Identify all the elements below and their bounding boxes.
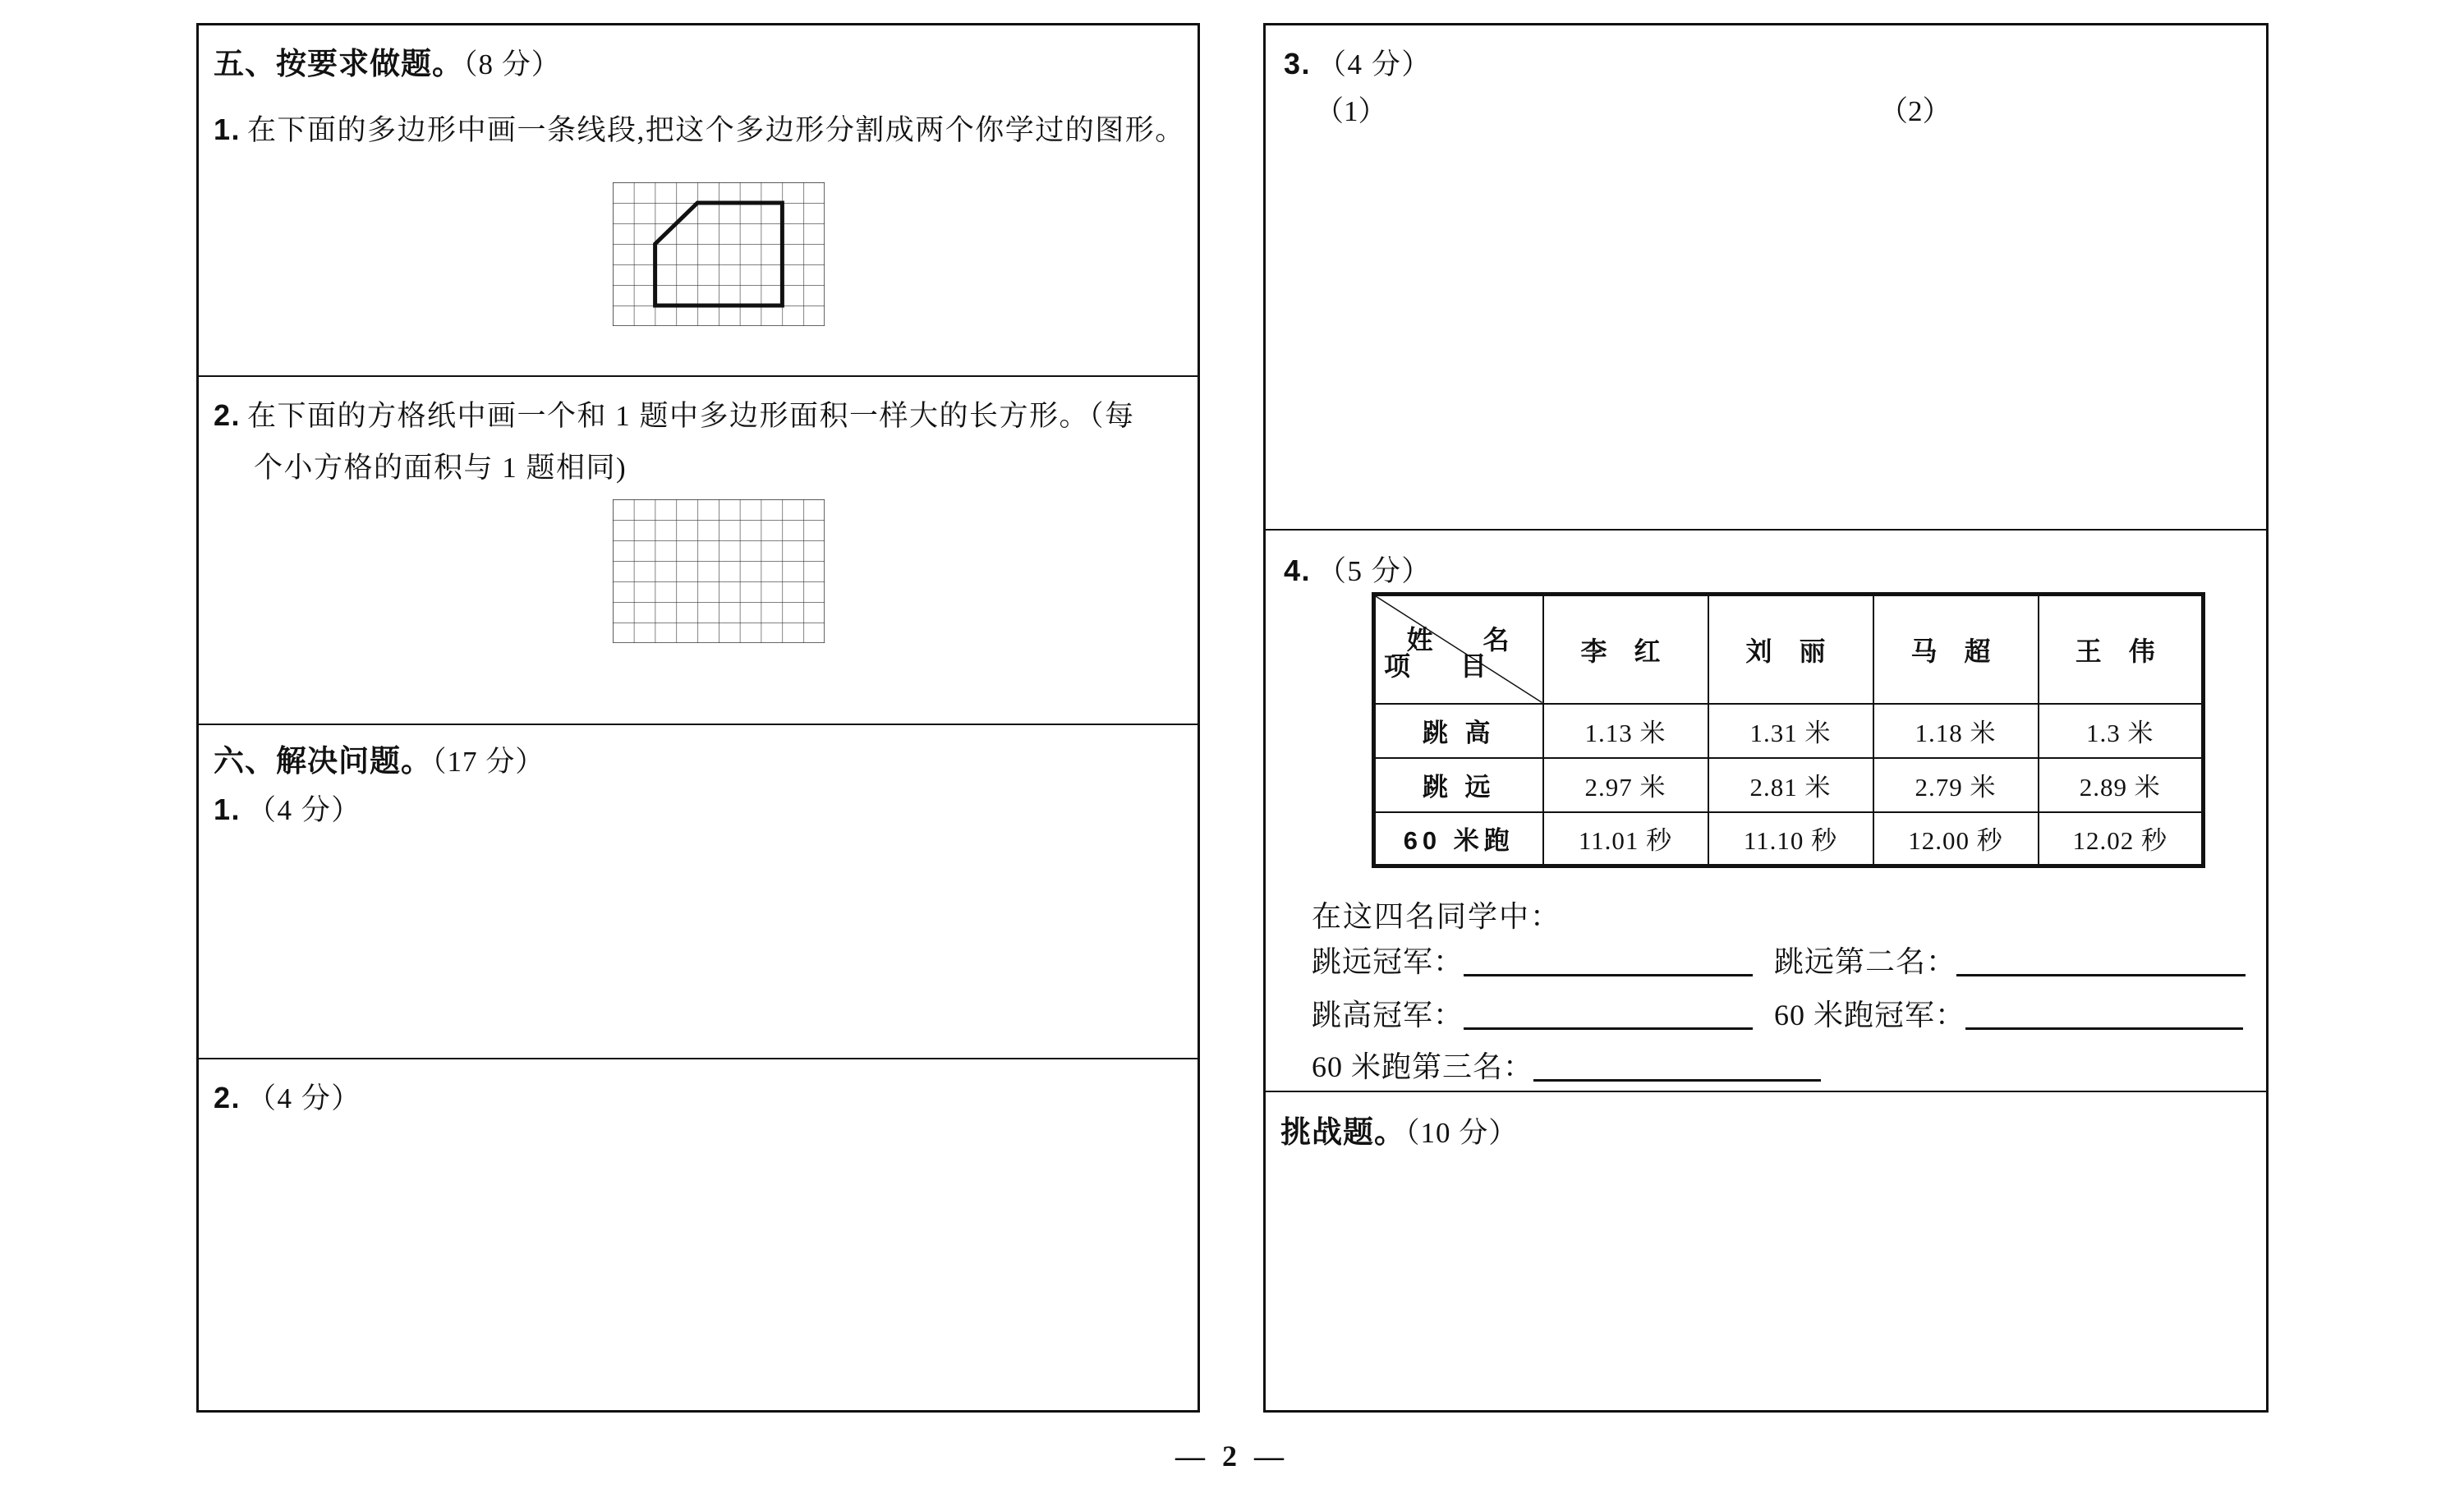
section5-title: 五、按要求做题。 [214,47,463,80]
table-cell: 12.02 秒 [2039,812,2204,866]
question-2-body-line1: 在下面的方格纸中画一个和 1 题中多边形面积一样大的长方形。（每 [247,400,1135,432]
table-cell: 11.10 秒 [1708,812,1873,866]
table-header-row [1374,595,2204,704]
table-cell: 1.3 米 [2039,704,2204,758]
row-label: 60 米跑 [1374,812,1543,866]
long-jump-champion-label: 跳远冠军： [1312,945,1464,978]
question-3-sub2: （2） [1879,95,1951,127]
blank-group [1774,992,2243,1034]
section5-heading [214,39,561,83]
column-header: 王 伟 [2039,595,2204,704]
corner-label-item: 项 目 [1384,650,1508,681]
long-jump-champion-blank [1464,944,1753,976]
question-3-sub1: （1） [1315,95,1387,127]
right-divider-2 [1266,1091,2266,1092]
table-cell: 11.01 秒 [1543,812,1708,866]
grid-2 [613,499,825,643]
run60-third-label: 60 米跑第三名： [1312,1050,1534,1083]
long-jump-second-blank [1956,944,2246,976]
question-4-number: 4. [1284,554,1312,587]
table-row [1374,704,2204,758]
question-3-score: （4 分） [1317,48,1432,80]
results-table [1372,592,2205,868]
polygon-grid-figure [613,182,825,326]
table-cell: 2.89 米 [2039,758,2204,812]
question-2-text-line1 [214,393,1135,434]
problem-2-label [214,1076,361,1117]
question-1-text [214,108,1185,149]
row-label: 跳 高 [1374,704,1543,758]
section5-score: （8 分） [463,48,561,80]
problem-1-label [214,788,361,829]
challenge-title: 挑战题。 [1280,1115,1405,1149]
table-intro-text: 在这四名同学中： [1312,900,1562,933]
question-3-number: 3. [1284,47,1312,80]
column-header: 李 红 [1543,595,1708,704]
empty-grid-figure [613,499,825,643]
right-divider-1 [1266,529,2266,531]
question-4-score: （5 分） [1317,555,1432,587]
challenge-score: （10 分） [1405,1117,1519,1149]
question-2-body-line2: 个小方格的面积与 1 题相同) [254,452,627,484]
problem-1-number: 1. [214,793,241,826]
high-jump-champion-label: 跳高冠军： [1312,999,1464,1031]
run60-champion-blank [1965,997,2243,1030]
run60-third-blank [1533,1049,1821,1082]
table-cell: 2.81 米 [1708,758,1873,812]
high-jump-champion-blank [1464,997,1753,1030]
question-1-body: 在下面的多边形中画一条线段,把这个多边形分割成两个你学过的图形。 [247,114,1185,146]
table-cell: 2.97 米 [1543,758,1708,812]
right-column-box [1263,23,2269,1413]
long-jump-second-label: 跳远第二名： [1774,945,1957,978]
left-divider-2 [199,724,1198,725]
blank-row-2 [1312,992,1966,1034]
problem-2-score: （4 分） [247,1082,361,1114]
section6-title: 六、解决问题。 [214,744,432,778]
blank-row-3 [1312,1044,1821,1086]
table-cell: 1.13 米 [1543,704,1708,758]
table-row [1374,812,2204,866]
page-number: — 2 — [1175,1440,1289,1473]
blank-group [1774,939,2246,981]
blank-row-1 [1312,939,1957,981]
row-label: 跳 远 [1374,758,1543,812]
left-column-box [196,23,1200,1413]
section6-heading [214,736,545,780]
table-row [1374,758,2204,812]
column-header: 刘 丽 [1708,595,1873,704]
question-3-label [1284,42,1432,83]
question-2-number: 2. [214,398,241,432]
table-cell: 1.31 米 [1708,704,1873,758]
corner-label-name: 姓 名 [1406,625,1531,655]
question-1-number: 1. [214,113,241,146]
problem-2-number: 2. [214,1081,241,1114]
problem-1-score: （4 分） [247,794,361,826]
column-header: 马 超 [1873,595,2039,704]
left-divider-3 [199,1058,1198,1059]
challenge-heading [1280,1107,1518,1151]
run60-champion-label: 60 米跑冠军： [1774,999,1966,1031]
question-4-label [1284,549,1432,590]
left-divider-1 [199,375,1198,377]
question-2-text-line2 [254,445,627,486]
table-cell: 2.79 米 [1873,758,2039,812]
section6-score: （17 分） [432,746,545,778]
table-corner-cell [1374,595,1543,704]
table-cell: 12.00 秒 [1873,812,2039,866]
table-cell: 1.18 米 [1873,704,2039,758]
